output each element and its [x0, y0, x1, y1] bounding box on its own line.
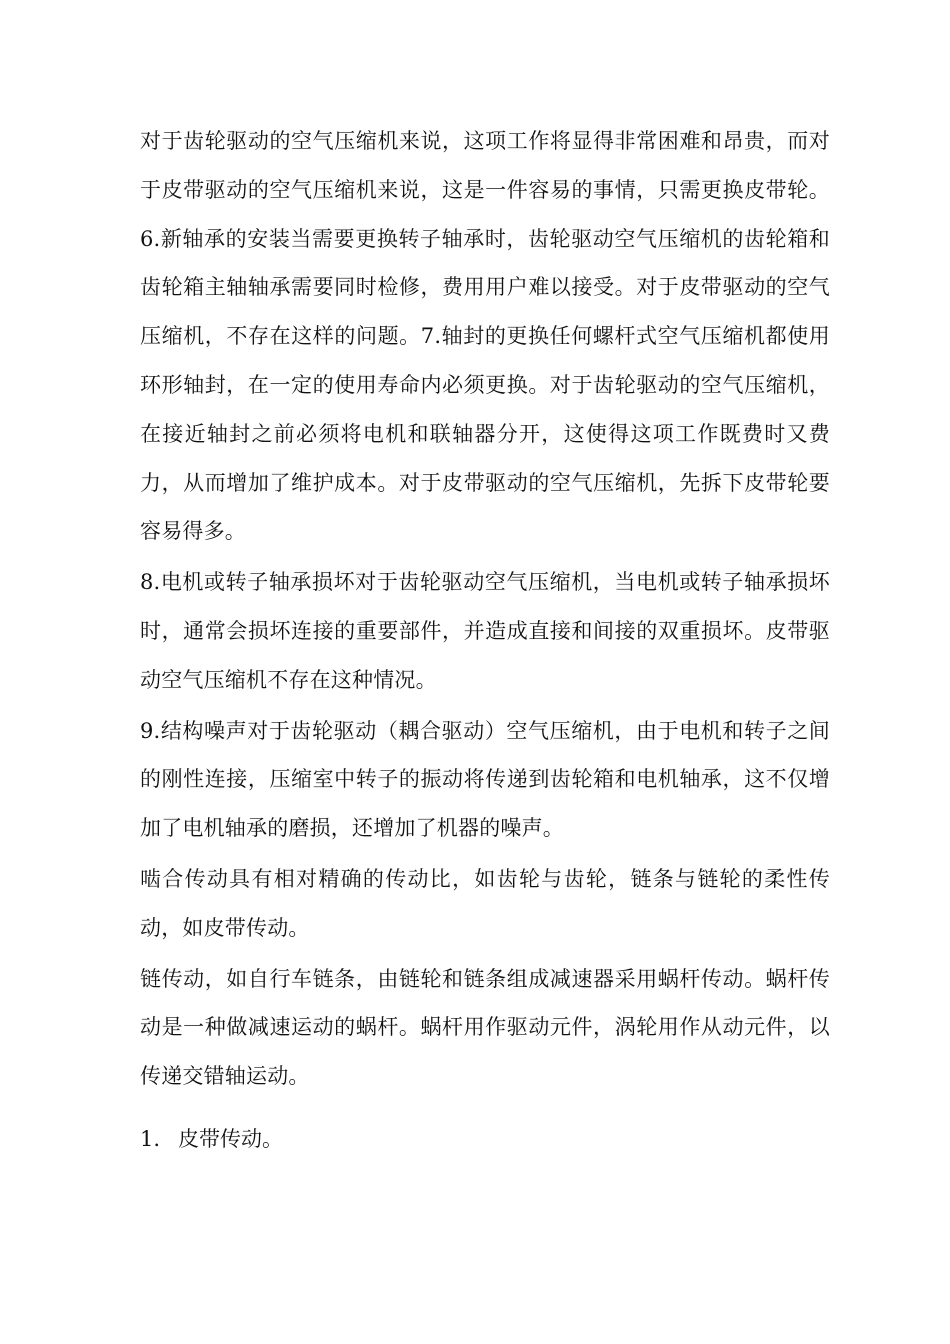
list-item-number: 1.: [140, 1126, 161, 1151]
paragraph-4: 啮合传动具有相对精确的传动比，如齿轮与齿轮，链条与链轮的柔性传动，如皮带传动。: [140, 866, 830, 940]
list-item-text: 皮带传动。: [178, 1126, 283, 1151]
document-body: [140, 117, 830, 1163]
paragraph-5: 链传动，如自行车链条，由链轮和链条组成减速器采用蜗杆传动。蜗杆传动是一种做减速运动的蜗杆。蜗杆用作驱动元件，涡轮用作从动元件，以传递交错轴运动。: [140, 966, 830, 1089]
paragraph-3: 9.结构噪声对于齿轮驱动（耦合驱动）空气压缩机，由于电机和转子之间的刚性连接，压缩室中转子的振动将传递到齿轮箱和电机轴承，这不仅增加了电机轴承的磨损，还增加了机器的噪声。: [140, 718, 830, 841]
paragraph-2: 8.电机或转子轴承损坏对于齿轮驱动空气压缩机，当电机或转子轴承损坏时，通常会损坏连接的重要部件，并造成直接和间接的双重损坏。皮带驱动空气压缩机不存在这种情况。: [140, 570, 830, 692]
paragraph-1: 对于齿轮驱动的空气压缩机来说，这项工作将显得非常困难和昂贵，而对于皮带驱动的空气压缩机来说，这是一件容易的事情，只需更换皮带轮。6.新轴承的安装当需要更换转子轴承时，齿轮驱动空气压缩机的齿轮箱和齿轮箱主轴轴承需要同时检修，费用用户难以接受。对于皮带驱动的空气压缩机，不存在这样的问题。7.轴封的更换任何螺杆式空气压缩机都使用环形轴封，在一定的使用寿命内必须更换。对于齿轮驱动的空气压缩机，在接近轴封之前必须将电机和联轴器分开，这使得这项工作既费时又费力，从而增加了维护成本。对于皮带驱动的空气压缩机，先拆下皮带轮要容易得多。: [140, 129, 830, 544]
list-item: [140, 1115, 830, 1163]
